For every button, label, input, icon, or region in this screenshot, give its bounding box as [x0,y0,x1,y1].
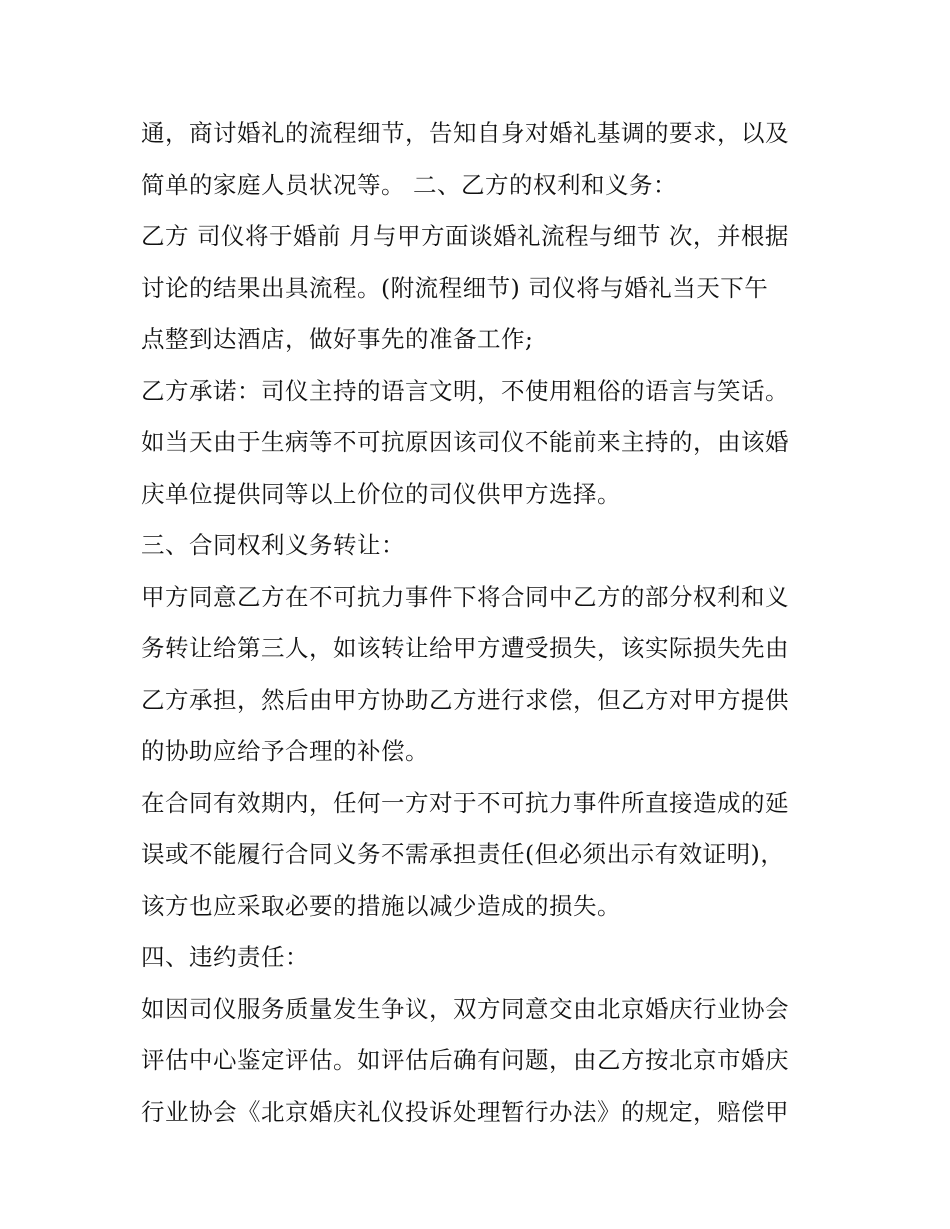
text-line: 如当天由于生病等不可抗原因该司仪不能前来主持的，由该婚 [141,428,789,456]
text-line: 如因司仪服务质量发生争议，双方同意交由北京婚庆行业协会 [141,994,789,1023]
text-line: 在合同有效期内，任何一方对于不可抗力事件所直接造成的延 [141,788,789,817]
text-line: 评估中心鉴定评估。如评估后确有问题，由乙方按北京市婚庆 [141,1046,789,1074]
text-line: 的协助应给予合理的补偿。 [141,737,429,765]
text-line: 庆单位提供同等以上价位的司仪供甲方选择。 [141,479,621,508]
text-line: 甲方同意乙方在不可抗力事件下将合同中乙方的部分权利和义 [141,582,789,611]
text-line: 行业协会《北京婚庆礼仪投诉处理暂行办法》的规定，赔偿甲 [141,1097,789,1126]
text-line: 乙方承担，然后由甲方协助乙方进行求偿，但乙方对甲方提供 [141,685,789,714]
text-line: 乙方 司仪将于婚前 月与甲方面谈婚礼流程与细节 次，并根据 [141,222,789,250]
text-line: 讨论的结果出具流程。(附流程细节) 司仪将与婚礼当天下午 [141,273,769,302]
section-heading: 四、违约责任： [141,943,309,971]
text-line: 简单的家庭人员状况等。 二、乙方的权利和义务： [141,170,677,199]
text-line: 务转让给第三人，如该转让给甲方遭受损失，该实际损失先由 [141,634,789,662]
text-line: 该方也应采取必要的措施以减少造成的损失。 [141,891,621,920]
text-line: 误或不能履行合同义务不需承担责任(但必须出示有效证明)， [141,840,785,868]
text-line: 点整到达酒店，做好事先的准备工作; [141,325,534,353]
section-heading: 三、合同权利义务转让： [141,531,405,559]
text-line: 通，商讨婚礼的流程细节，告知自身对婚礼基调的要求，以及 [141,119,789,147]
text-line: 乙方承诺：司仪主持的语言文明，不使用粗俗的语言与笑话。 [141,376,789,405]
document-body [141,108,821,1138]
